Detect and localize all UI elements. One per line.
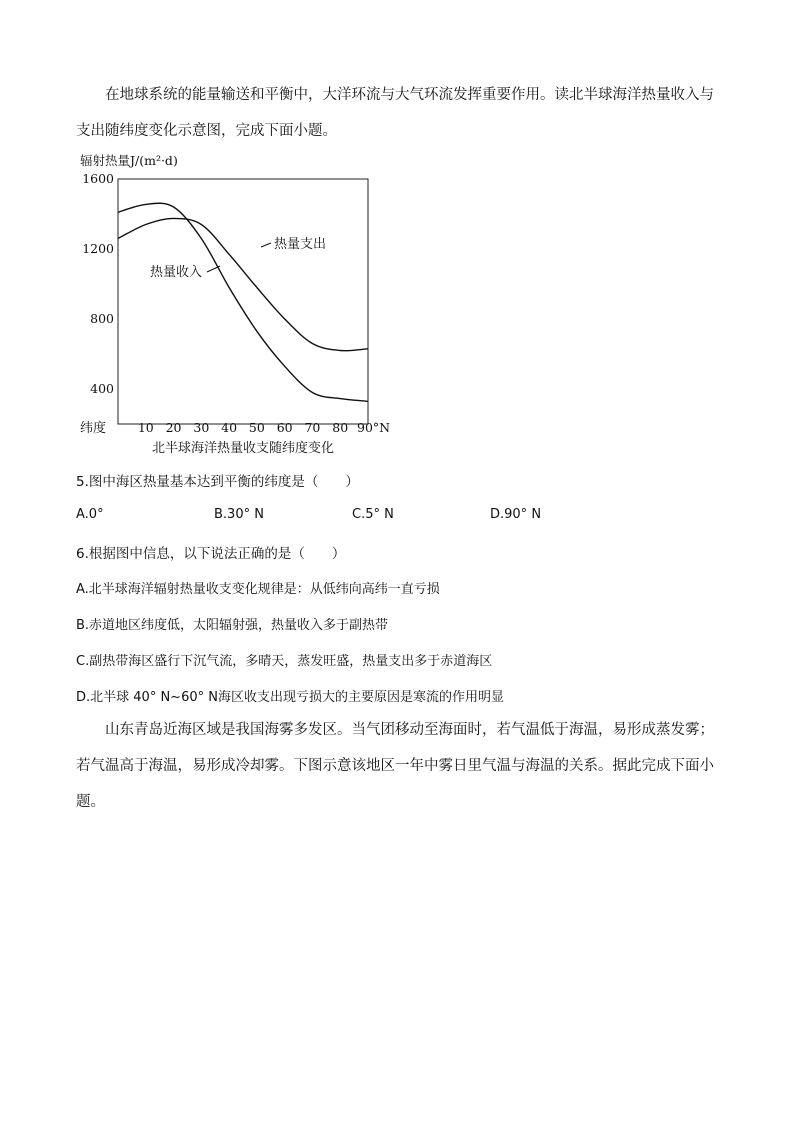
heat-budget-chart (78, 152, 408, 466)
x-tick-label: 30 (193, 420, 210, 435)
q6-option-a: A.北半球海洋辐射热量收支变化规律是：从低纬向高纬一直亏损 (76, 582, 440, 597)
x-tick-label: 60 (276, 420, 293, 435)
y-tick-label: 400 (90, 381, 114, 396)
chart-svg (78, 152, 408, 462)
series-lines (118, 203, 368, 401)
y-tick-label: 800 (90, 311, 114, 326)
y-tick-labels (82, 171, 114, 396)
intro-paragraph-2-text: 山东青岛近海区域是我国海雾多发区。当气团移动至海面时，若气温低于海温，易形成蒸发雾；若气温高于海温，易形成冷却雾。下图示意该地区一年中雾日里气温与海温的关系。据此完成下面小题。 (76, 722, 714, 810)
series-label-expenditure: 热量支出 (274, 237, 327, 252)
series-label-income: 热量收入 (150, 265, 203, 280)
x-tick-label: 80 (332, 420, 349, 435)
x-tick-labels (138, 420, 348, 435)
y-tick-label: 1200 (82, 241, 114, 256)
income-pointer (207, 266, 220, 272)
q5-option-a: A.0° (76, 507, 104, 522)
x-tick-label: 50 (248, 420, 265, 435)
q5-option-b: B.30° N (214, 507, 264, 522)
expenditure-pointer (261, 243, 271, 247)
intro-paragraph-2 (76, 712, 724, 820)
series-line-expenditure (118, 218, 368, 350)
y-axis-label: 辐射热量J/(m²·d) (80, 153, 178, 168)
intro-paragraph-1-text: 在地球系统的能量输送和平衡中，大洋环流与大气环流发挥重要作用。读北半球海洋热量收入与支出随纬度变化示意图，完成下面小题。 (76, 87, 714, 139)
q6-option-d: D.北半球 40° N~60° N海区收支出现亏损大的主要原因是寒流的作用明显 (76, 690, 504, 705)
q5-option-c: C.5° N (352, 507, 394, 522)
q6-option-b: B.赤道地区纬度低，太阳辐射强，热量收入多于副热带 (76, 618, 389, 633)
x-tick-label: 70 (304, 420, 321, 435)
plot-frame (118, 179, 368, 424)
chart-title: 北半球海洋热量收支随纬度变化 (151, 441, 335, 456)
x-axis-end-label: 90°N (357, 420, 391, 435)
intro-paragraph-1 (76, 77, 724, 149)
q5-option-d: D.90° N (490, 507, 542, 522)
question-5-stem: 5.图中海区热量基本达到平衡的纬度是（ ） (76, 474, 359, 490)
x-tick-label: 20 (165, 420, 182, 435)
x-tick-label: 40 (221, 420, 238, 435)
series-line-income (118, 203, 368, 401)
x-axis-label: 纬度 (80, 421, 107, 436)
x-tick-label: 10 (137, 420, 154, 435)
q6-option-c: C.副热带海区盛行下沉气流，多晴天，蒸发旺盛，热量支出多于赤道海区 (76, 654, 493, 669)
question-6-stem: 6.根据图中信息，以下说法正确的是（ ） (76, 546, 346, 562)
y-tick-label: 1600 (82, 171, 114, 186)
